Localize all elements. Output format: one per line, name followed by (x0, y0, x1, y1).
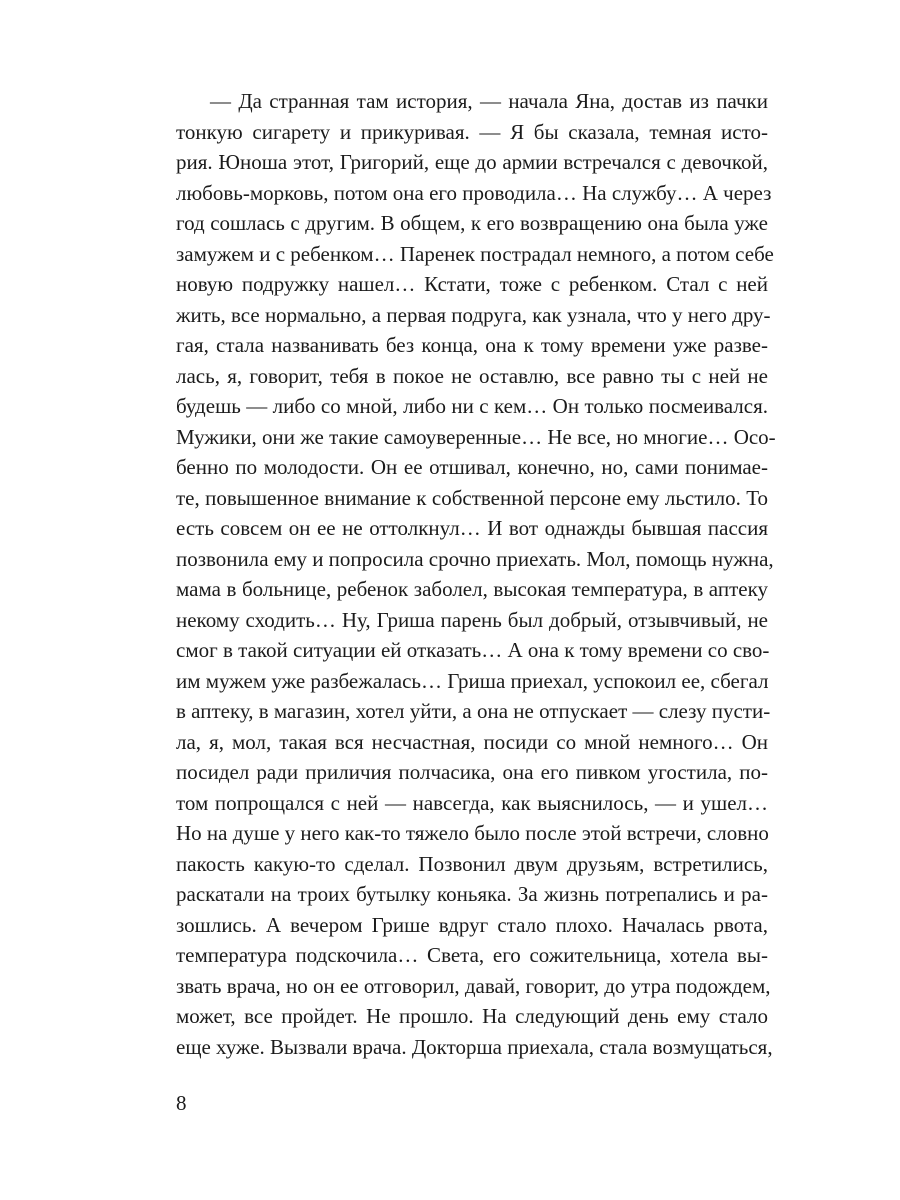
text-line: им мужем уже разбежалась… Гриша приехал, успокоил ее, сбегал (176, 668, 769, 693)
text-line: жить, все нормально, а первая подруга, как узнала, что у него дру- (176, 302, 771, 327)
text-line: звать врача, но он ее отговорил, давай, говорит, до утра подождем, (176, 973, 771, 998)
text-line: тонкую сигарету и прикуривая. — Я бы сказала, темная исто- (176, 119, 768, 144)
text-line: может, все пройдет. Не прошло. На следующий день ему стало (176, 1004, 768, 1028)
text-line: те, повышенное внимание к собственной персоне ему льстило. То (176, 485, 768, 510)
text-line: пакость какую-то сделал. Позвонил двум друзьям, встретились, (176, 851, 768, 876)
text-line: гая, стала названивать без конца, она к тому времени уже разве- (176, 333, 768, 357)
page-number: 8 (176, 1091, 187, 1115)
text-line: позвонила ему и попросила срочно приехать. Мол, помощь нужна, (176, 546, 774, 571)
text-line: температура подскочила… Света, его сожительница, хотела вы- (176, 943, 768, 967)
text-line: смог в такой ситуации ей отказать… А она к тому времени со сво- (176, 638, 770, 662)
text-line: некому сходить… Ну, Гриша парень был добрый, отзывчивый, не (176, 607, 768, 632)
text-line: еще хуже. Вызвали врача. Докторша приехала, стала возмущаться, (176, 1034, 773, 1059)
text-line: лась, я, говорит, тебя в покое не оставлю, все равно ты с ней не (176, 363, 768, 388)
text-line: бенно по молодости. Он ее отшивал, конечно, но, сами понимае- (176, 455, 768, 479)
text-line: есть совсем он ее не оттолкнул… И вот однажды бывшая пассия (176, 516, 768, 540)
text-line: раскатали на троих бутылку коньяка. За жизнь потрепались и ра- (176, 882, 768, 906)
text-line: любовь-морковь, потом она его проводила… На службу… А через (176, 180, 772, 205)
body-text (176, 86, 776, 1062)
text-line: Мужики, они же такие самоуверенные… Не все, но многие… Осо- (176, 424, 776, 449)
text-line: зошлись. А вечером Грише вдруг стало плохо. Началась рвота, (176, 912, 768, 937)
text-line: посидел ради приличия полчасика, она его пивком угостила, по- (176, 760, 768, 784)
text-line: год сошлась с другим. В общем, к его возвращению она была уже (176, 211, 768, 235)
text-line: — Да странная там история, — начала Яна, достав из пачки (210, 89, 768, 113)
text-line: мама в больнице, ребенок заболел, высокая температура, в аптеку (176, 577, 768, 601)
text-line: замужем и с ребенком… Паренек пострадал немного, а потом себе (176, 241, 774, 266)
text-line: рия. Юноша этот, Григорий, еще до армии встречался с девочкой, (176, 150, 768, 174)
text-line: Но на душе у него как-то тяжело было после этой встречи, словно (176, 821, 769, 845)
text-line: ла, я, мол, такая вся несчастная, посиди со мной немного… Он (176, 729, 768, 754)
text-line: будешь — либо со мной, либо ни с кем… Он только посмеивался. (176, 394, 768, 418)
text-line: в аптеку, в магазин, хотел уйти, а она не отпускает — слезу пусти- (176, 699, 771, 723)
text-line: том попрощался с ней — навсегда, как выяснилось, — и ушел… (176, 790, 768, 815)
text-line: новую подружку нашел… Кстати, тоже с ребенком. Стал с ней (176, 272, 768, 296)
